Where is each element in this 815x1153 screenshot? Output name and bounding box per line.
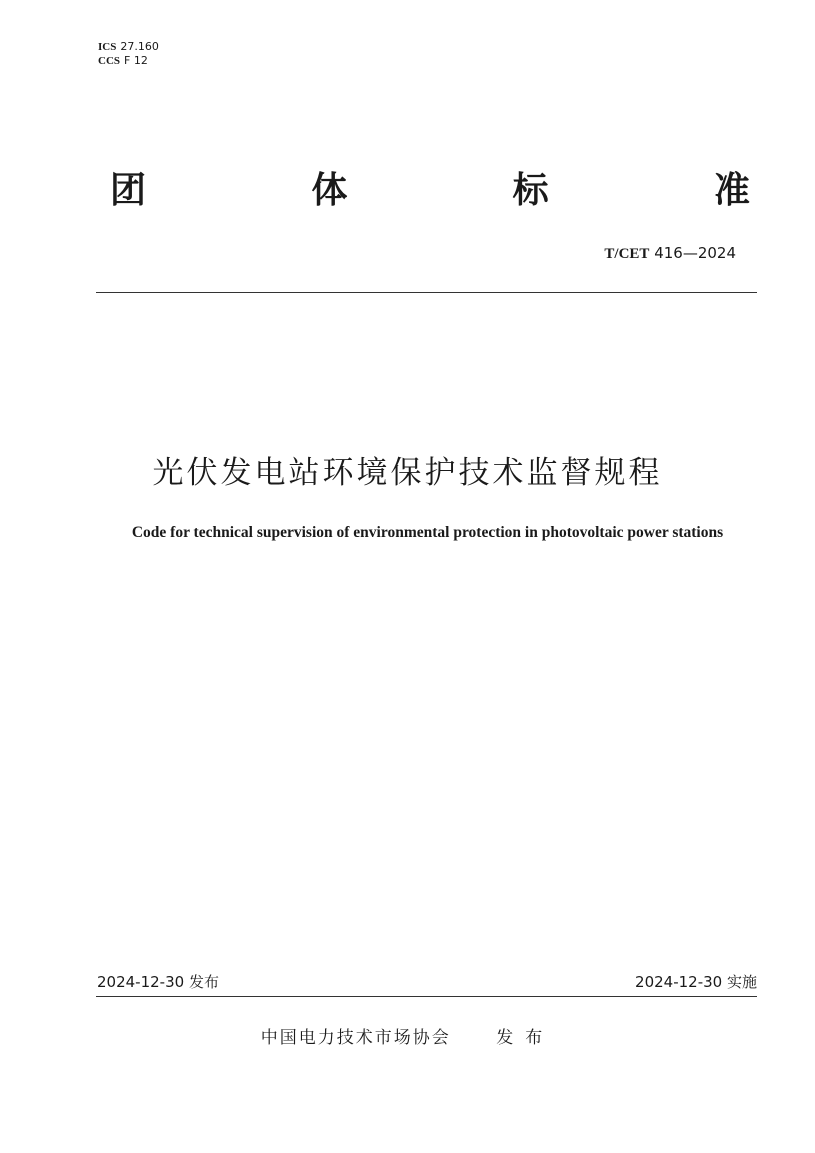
doc-type-char: 团 (110, 169, 147, 211)
title-chinese: 光伏发电站环境保护技术监督规程 (152, 455, 663, 491)
doc-type-char: 标 (512, 169, 549, 211)
header-divider (96, 292, 757, 293)
doc-type-char: 体 (311, 169, 348, 211)
ccs-value: F 12 (124, 54, 148, 67)
document-type-heading (110, 162, 750, 212)
ccs-label: CCS (98, 55, 121, 67)
classification-codes (98, 40, 159, 68)
issue-date: 2024-12-30 发布 (97, 973, 219, 991)
standard-number-prefix: T/CET (604, 246, 650, 262)
ics-label: ICS (98, 41, 117, 53)
footer-divider (96, 996, 757, 997)
publisher-organization: 中国电力技术市场协会 (260, 1028, 451, 1048)
implementation-date: 2024-12-30 实施 (635, 973, 757, 991)
publisher-action: 发布 (496, 1028, 555, 1048)
ccs-code (98, 54, 159, 68)
ics-code (98, 40, 159, 54)
publisher-line (0, 1023, 815, 1048)
ics-value: 27.160 (120, 40, 159, 53)
doc-type-char: 准 (713, 169, 750, 211)
standard-number-value: 416—2024 (654, 244, 736, 262)
title-english: Code for technical supervision of environmental protection in photovoltaic power stations (131, 524, 724, 541)
standard-number (604, 244, 736, 263)
